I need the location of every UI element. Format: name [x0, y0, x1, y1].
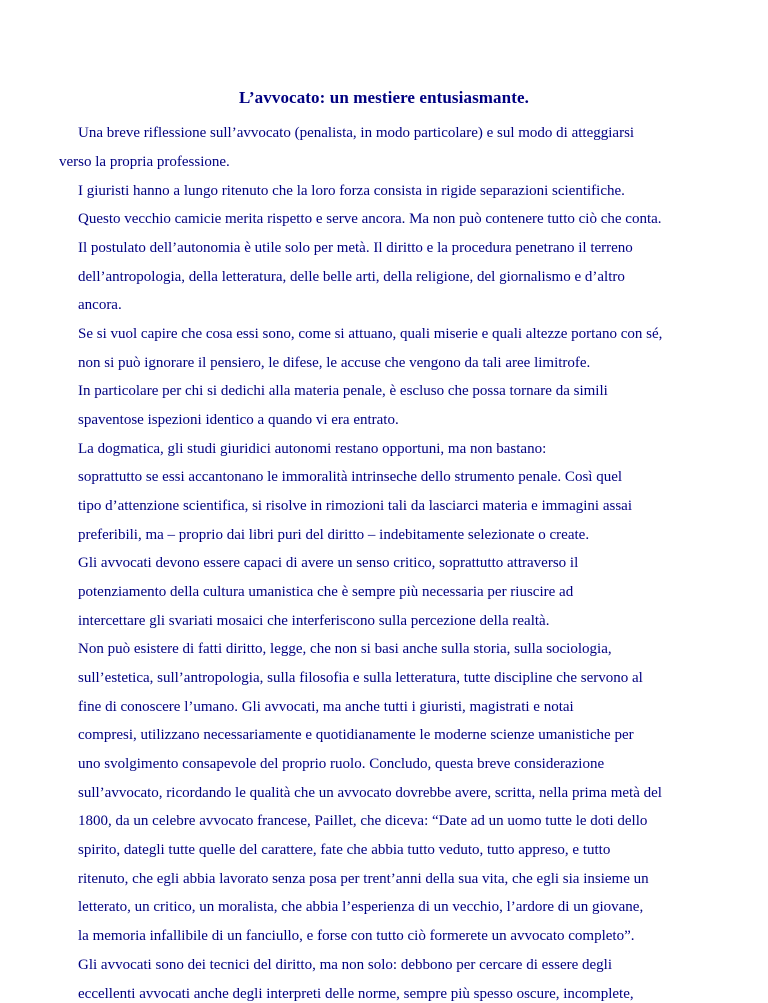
- text-line: potenziamento della cultura umanistica che è sempre più necessaria per riuscire ad: [78, 584, 574, 600]
- text-line: soprattutto se essi accantonano le immoralità intrinseche dello strumento penale. Così quel: [78, 469, 623, 485]
- text-line: uno svolgimento consapevole del proprio ruolo. Concludo, questa breve considerazione: [78, 756, 605, 772]
- text-line: Gli avvocati sono dei tecnici del diritto, ma non solo: debbono per cercare di essere degli: [78, 957, 612, 973]
- text-line: ritenuto, che egli abbia lavorato senza posa per trent’anni della sua vita, che egli sia insieme un: [78, 871, 649, 887]
- text-line: eccellenti avvocati anche degli interpreti delle norme, sempre più spesso oscure, incomplete,: [78, 986, 634, 1002]
- text-line: La dogmatica, gli studi giuridici autonomi restano opportuni, ma non bastano:: [78, 441, 547, 457]
- text-line: compresi, utilizzano necessariamente e quotidianamente le moderne scienze umanistiche per: [78, 727, 634, 743]
- text-line: la memoria infallibile di un fanciullo, e forse con tutto ciò formerete un avvocato completo”.: [78, 928, 635, 944]
- text-line: In particolare per chi si dedichi alla materia penale, è escluso che possa tornare da simili: [78, 383, 608, 399]
- text-line: spirito, dategli tutte quelle del carattere, fate che abbia tutto veduto, tutto appreso, e tutto: [78, 842, 611, 858]
- text-line: intercettare gli svariati mosaici che interferiscono sulla percezione della realtà.: [78, 613, 550, 629]
- text-line: Non può esistere di fatti diritto, legge, che non si basi anche sulla storia, sulla sociologia,: [78, 641, 612, 657]
- text-line: Se si vuol capire che cosa essi sono, come si attuano, quali miserie e quali altezze portano con sé,: [78, 326, 663, 342]
- text-line: Una breve riflessione sull’avvocato (penalista, in modo particolare) e sul modo di atteggiarsi: [78, 125, 635, 141]
- text-line: Gli avvocati devono essere capaci di avere un senso critico, soprattutto attraverso il: [78, 555, 579, 571]
- text-line: tipo d’attenzione scientifica, si risolve in rimozioni tali da lasciarci materia e immagini assai: [78, 498, 632, 514]
- text-line: verso la propria professione.: [59, 154, 230, 170]
- text-line: sull’avvocato, ricordando le qualità che un avvocato dovrebbe avere, scritta, nella prima metà del: [78, 785, 662, 801]
- text-line: I giuristi hanno a lungo ritenuto che la loro forza consista in rigide separazioni scientifiche.: [78, 183, 625, 199]
- text-line: fine di conoscere l’umano. Gli avvocati, ma anche tutti i giuristi, magistrati e notai: [78, 699, 574, 715]
- document-title: L’avvocato: un mestiere entusiasmante.: [239, 88, 529, 107]
- text-line: Il postulato dell’autonomia è utile solo per metà. Il diritto e la procedura penetrano il terreno: [78, 240, 633, 256]
- text-line: ancora.: [78, 297, 122, 313]
- text-line: spaventose ispezioni identico a quando vi era entrato.: [78, 412, 399, 428]
- text-line: letterato, un critico, un moralista, che abbia l’esperienza di un vecchio, l’ardore di un giovane,: [78, 899, 644, 915]
- text-line: 1800, da un celebre avvocato francese, Paillet, che diceva: “Date ad un uomo tutte le doti dello: [78, 813, 648, 829]
- text-line: Questo vecchio camicie merita rispetto e serve ancora. Ma non può contenere tutto ciò che conta.: [78, 211, 662, 227]
- text-line: preferibili, ma – proprio dai libri puri del diritto – indebitamente selezionate o create.: [78, 527, 590, 543]
- text-line: non si può ignorare il pensiero, le difese, le accuse che vengono da tali aree limitrofe.: [78, 355, 591, 371]
- text-line: sull’estetica, sull’antropologia, sulla filosofia e sulla letteratura, tutte discipline che servono al: [78, 670, 643, 686]
- text-line: dell’antropologia, della letteratura, delle belle arti, della religione, del giornalismo e d’altro: [78, 269, 625, 285]
